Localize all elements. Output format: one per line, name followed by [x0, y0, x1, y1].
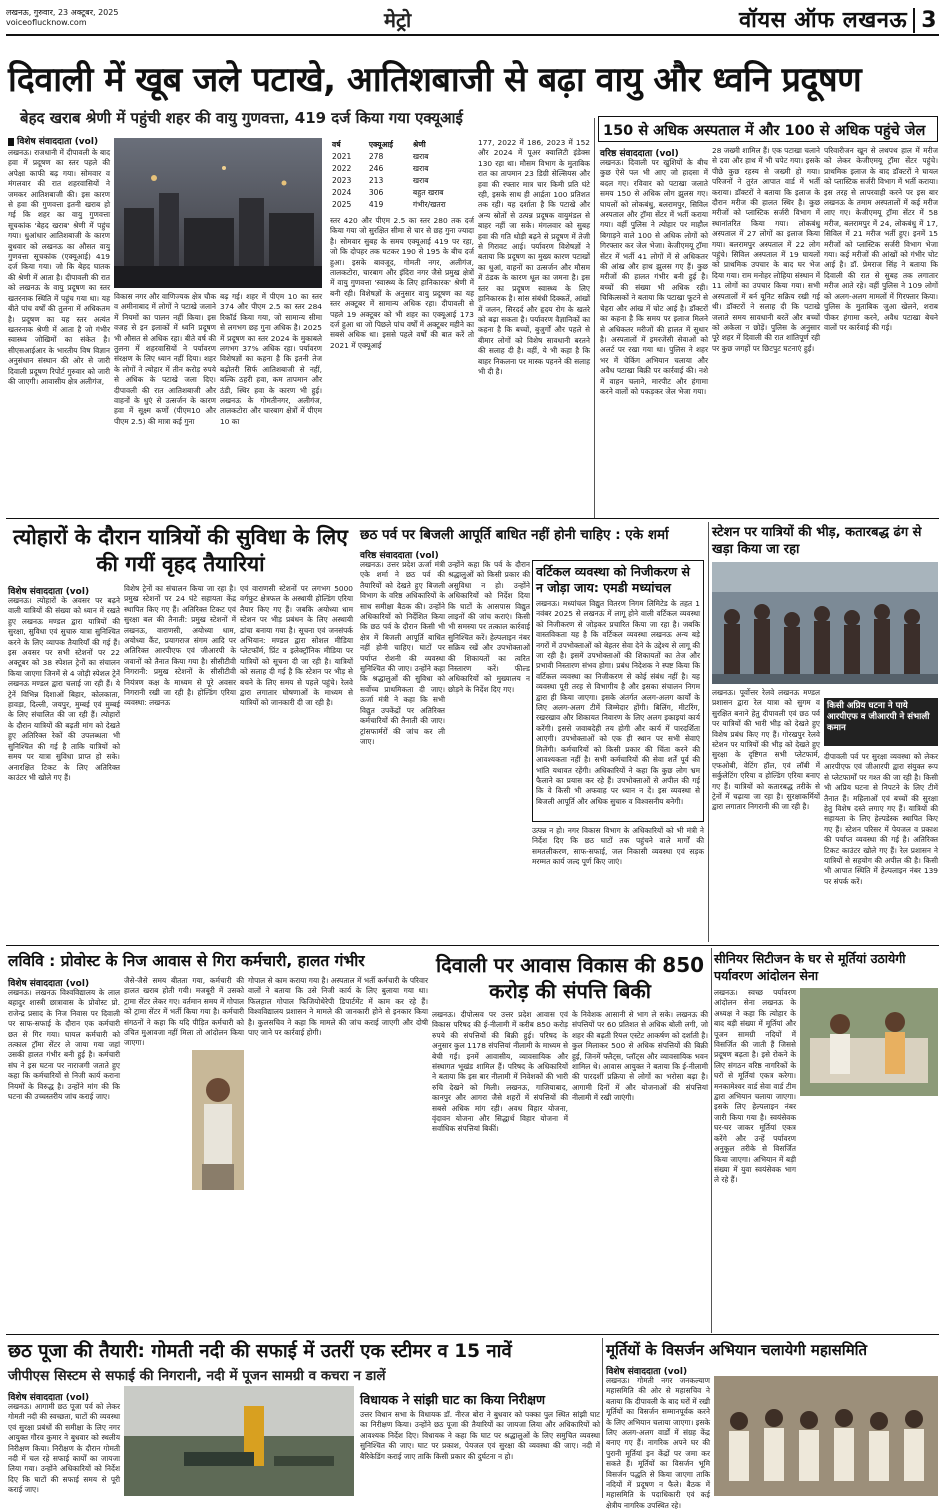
table-row: 2021 278 खराब [332, 152, 429, 161]
site-url: voiceoflucknow.com [6, 18, 87, 27]
smog-photo-image [114, 138, 322, 288]
aqi-table-header: वर्ष एक्यूआई श्रेणी [332, 140, 426, 149]
gomti-headline: छठ पूजा की तैयारी: गोमती नदी की सफाई में उतरीं एक स्टीमर व 15 नावें [8, 1341, 512, 1362]
section-rule [6, 518, 939, 519]
gomti-subhead: जीपीएस सिस्टम से सफाई की निगरानी, नदी में पूजन सामग्री व कचरा न डालें [8, 1368, 386, 1384]
lead-col3: बढ़ गई। शहर में पीएम 10 का स्तर 374 और पीएम 2.5 का स्तर 284 रिकॉर्ड किया गया, जो सामान्य सीमा से लगभग छह गुना अधिक है। 2025 में प्रदूषण का स्तर 2024 के मुकाबले लगभग 37% अधिक रहा। पर्यावरण विशेषज्ञों का कहना है कि इतनी तेज बढ़ोतरी सिर्फ आतिशबाजी से नहीं, बल्कि ठहरी हवा, कम तापमान और ठंडी, स्थिर हवा के कारण भी हुई। लखनऊ के गोमतीनगर, अलीगंज, तालकटोरा और चारबाग क्षेत्रों में पीएम 10 का [220, 292, 322, 426]
festival-headline: त्योहारों के दौरान यात्रियों की सुविधा के लिए की गयीं वृहद तैयारियां [13, 525, 348, 576]
section-name: मेट्रो [384, 8, 412, 32]
river-photo [124, 1386, 354, 1496]
gomti-col1: लखनऊ। आगामी छठ पूजा पर्व को लेकर गोमती नदी की स्वच्छता, घाटों की व्यवस्था एवं सुरक्षा प्रबंधों की समीक्षा के लिए नगर आयुक्त गौरव कुमार ने बुधवार को स्थलीय निरीक्षण किया। निरीक्षण के दौरान गोमती नदी में चल रहे सफाई कार्यों का जायजा लिया गया। उन्होंने अधिकारियों को निर्देश दिए कि घाटों की सफाई समय से पूरी कराई जाए। [8, 1402, 120, 1495]
col-divider [602, 1338, 603, 1498]
ldf-body2: के निवेशक आसानी से भाग ले सके। लखनऊ की संपत्तियों पर 60 प्रतिशत से अधिक बोली लगी, जो शहर की बढ़ती रियल एस्टेट आकर्षण को दर्शाती है। कुल मिलाकर 500 से अधिक संपत्तियों की बिक्री हुई, जिनमें फ्लैट्स, प्लॉट्स और व्यावसायिक भवन शामिल थे। आवास आयुक्त ने बताया कि ई-नीलामी की पारदर्शी प्रक्रिया से लोगों का भरोसा बढ़ा है। आगामी दिनों में और योजनाओं की संपत्तियां नीलामी में रखी जाएंगी। [572, 1010, 708, 1103]
lu-col3: गोपाल से काम कराया गया है। अस्पताल में भर्ती कर्मचारी के परिवार वालों ने बताया कि उसे निजी कार्य के लिए बुलाया गया था। फिलहाल गोपाल फिजियोथेरेपी डिपार्टमेंट में काम कर रहे हैं। विश्वविद्यालय प्रशासन ने मामले की जानकारी होने से इनकार किया है। कुलसचिव ने कहा कि मामले की जांच कराई जाएगी और दोषी पाए जाने पर कार्रवाई होगी। [248, 976, 428, 1038]
lead-byline: विशेष संवाददाता (vol) [8, 134, 98, 147]
hospital-col2: 28 जख्मी शामिल हैं। एक पटाखा चलाने से दवा और हाथ में भी चपेट गया। इसके पीछे कुछ रहस्य से जख्मी हो गया। परिजनों ने तुरंत आपात वार्ड में भर्ती कराया। डॉक्टरों ने बताया कि इलाज के दौरान मरीज की हालत स्थिर है। कुछ मरीजों को प्लास्टिक सर्जरी विभाग में स्थानांतरित किया गया। लोकबंधु अस्पताल में 27 लोगों का इलाज किया गया। बलरामपुर अस्पताल में 22 लोग पहुंचे। सिविल अस्पताल में 19 घायलों को प्राथमिक उपचार के बाद घर भेज दिया गया। राम मनोहर लोहिया संस्थान में 11 लोगों का उपचार किया गया। सभी अस्पतालों में बर्न यूनिट सक्रिय रखी गई थी। डॉक्टरों ने सलाह दी कि पटाखे जलाते समय सावधानी बरतें और बच्चों को अकेला न छोड़ें। पुलिस के अनुसार पूरे शहर में दिवाली की रात शांतिपूर्ण रही पर कुछ जगहों पर छिटपुट घटनाएं हुईं। [712, 146, 820, 353]
paper-name [739, 4, 937, 34]
col-divider [711, 948, 712, 1333]
lu-byline: विशेष संवाददाता (vol) [8, 979, 90, 989]
committee-image [714, 1376, 938, 1496]
paper-title: वॉयस ऑफ लखनऊ [738, 8, 908, 33]
col-divider [708, 522, 709, 942]
chhath-power-col2: उन्होंने कहा कि पर्व के दौरान श्रद्धालुओं को किसी प्रकार की असुविधा न हो। उन्होंने अधिकारियों को निर्देश दिया कि घाटों के आसपास विद्युत लाइनों की जांच कराएं। किसी भी समस्या पर तत्काल कार्रवाई सुनिश्चित करें। हेल्पलाइन नंबर सक्रिय रखें और उपभोक्ताओं की शिकायतों का त्वरित निस्तारण करें। फील्ड अधिकारियों को मुख्यालय न छोड़ने के निर्देश दिए गए। [448, 560, 530, 694]
lead-col2: विकास नगर और वाणिज्यक क्षेत्र चौक व अमीनाबाद में लोगों ने पटाखे जलाने में नियमों का पालन नहीं किया। इस वजह से इन इलाकों में ध्वनि प्रदूषण भी औसत से अधिक रहा। बीते वर्ष की तुलना में शहरवासियों ने पर्यावरण संरक्षण के लिए ध्यान नहीं दिया। शहर के लोगों ने त्योहार में तीन करोड़ रुपये से अधिक के पटाखे जला दिए। दीपावली की रात आतिशबाजी और वाहनों के धुएं से उत्सर्जन के कारण हवा में सूक्ष्म कणों (पीएम10 और पीएम 2.5) की मात्रा कई गुना [114, 292, 216, 426]
hospital-col3: परिवारीजन खून से लथपथ हाल में मरीज को लेकर केजीएमयू ट्रॉमा सेंटर पहुंचे। प्राथमिक इलाज के बाद डॉक्टरों ने घायल को प्लास्टिक सर्जरी विभाग में भर्ती कराया। इस तरह से लापरवाही करने पर इस बार लखनऊ के तमाम अस्पतालों में कई मरीज लाए गए। केजीएमयू ट्रॉमा सेंटर में 58 मरीज, बलरामपुर में 24, लोकबंधु में 17, सिविल में 21 मरीज भर्ती हुए। इनमें 15 मरीजों को प्लास्टिक सर्जरी विभाग भेजा गया। कई मरीजों की आंखों को गंभीर चोट आई है। डॉ. प्रेमराज सिंह ने बताया कि दिवाली की रात से सुबह तक लगातार मरीज आते रहे। वहीं पुलिस ने 109 लोगों को अलग-अलग मामलों में गिरफ्तार किया। पुलिस के मुताबिक जुआ खेलने, शराब पीकर हंगामा करने, अवैध पटाखा बेचने वालों पर कार्रवाई की गई। [824, 146, 938, 332]
station-crowd-image [712, 562, 938, 684]
senior-headline: सीनियर सिटीजन के घर से मूर्तियां उठायेगी पर्यावरण आंदोलन सेना [714, 951, 906, 983]
river-image [124, 1386, 354, 1496]
station-crowd-photo [712, 562, 938, 684]
smog-photo [114, 138, 322, 288]
lu-col1: लखनऊ। लखनऊ विश्वविद्यालय के लाल बहादुर शास्त्री छात्रावास के प्रोवोस्ट प्रो. राजेन्द्र प्रसाद के निज निवास पर दिवाली पर साफ-सफाई के दौरान एक कर्मचारी छत से गिर गया। घायल कर्मचारी को तत्काल ट्रॉमा सेंटर ले जाया गया जहां उसकी हालत गंभीर बनी हुई है। कर्मचारी संघ ने इस घटना पर नाराजगी जताते हुए कहा कि कर्मचारियों से निजी कार्य कराना नियमों के विरुद्ध है। उन्होंने मांग की कि घटना की उच्चस्तरीय जांच कराई जाए। [8, 988, 120, 1102]
lu-headline: लविवि : प्रोवोस्ट के निज आवास से गिरा कर्मचारी, हालत गंभीर [8, 952, 365, 970]
page-number: 3 [913, 8, 937, 33]
station-body2: दीपावली पर्व पर सुरक्षा व्यवस्था को लेकर आरपीएफ एवं जीआरपी द्वारा संयुक्त रूप से प्लेटफार्मों पर गश्त की जा रही है। किसी भी अप्रिय घटना से निपटने के लिए टीमें तैनात हैं। महिलाओं एवं बच्चों की सुरक्षा हेतु विशेष दस्ते लगाए गए हैं। यात्रियों की सहायता के लिए हेल्पडेस्क स्थापित किए गए हैं। स्टेशन परिसर में पेयजल व प्रकाश की पर्याप्त व्यवस्था की गई है। अतिरिक्त टिकट काउंटर खोले गए हैं। रेल प्रशासन ने यात्रियों से सहयोग की अपील की है। किसी भी आपात स्थिति में हेल्पलाइन नंबर 139 पर संपर्क करें। [824, 752, 938, 886]
masthead-rule [6, 34, 939, 36]
senior-body: लखनऊ। स्वच्छ पर्यावरण आंदोलन सेना लखनऊ के अध्यक्ष ने कहा कि त्योहार के बाद बड़ी संख्या में मूर्तियां और पूजन सामग्री नदियों में विसर्जित की जाती हैं जिससे प्रदूषण बढ़ता है। इसे रोकने के लिए संगठन वरिष्ठ नागरिकों के घरों से मूर्तियां एकत्र करेगा। मनकामेश्वर वार्ड सेवा वार्ड टीम द्वारा अभियान चलाया जाएगा। इसके लिए हेल्पलाइन नंबर जारी किया गया है। स्वयंसेवक घर-घर जाकर मूर्तियां एकत्र करेंगे और उन्हें पर्यावरण अनुकूल तरीके से विसर्जित किया जाएगा। अभियान में बड़ी संख्या में युवा स्वयंसेवक भाग ले रहे हैं। [714, 988, 796, 1185]
festival-col2: विशेष ट्रेनों का संचालन किया जा रहा है। प्रमुख स्टेशनों पर 24 घंटे सहायता केंद्र स्थापित किए गए हैं। अतिरिक्त टिकट एवं सुरक्षा बल की तैनाती: प्रमुख स्टेशनों में लखनऊ, वाराणसी, अयोध्या धाम, अयोध्या कैंट, प्रयागराज संगम आदि पर अतिरिक्त आरपीएफ एवं जीआरपी के जवानों को तैनात किया गया है। सीसीटीवी निगरानी: प्रमुख स्टेशनों के सीसीटीवी नियंत्रण कक्ष के माध्यम से पूरे अवसर निगरानी रखी जा रही है। होल्डिंग एरिया व्यवस्था: लखनऊ [124, 584, 236, 708]
senior-photo [800, 988, 938, 1096]
committee-photo [714, 1376, 938, 1496]
gomti-byline: विशेष संवाददाता (vol) [8, 1393, 90, 1403]
table-row: 2022 246 खराब [332, 164, 429, 173]
station-callout: किसी अप्रिय घटना ने पाये आरपीएफ व जीआरपी ने संभाली कमान [824, 698, 938, 746]
lead-col5: 177, 2022 में 186, 2023 में 152 और 2024 में पूअर क्वालिटी इंडेक्स 130 रहा था। मौसम विभाग के मुताबिक रात का तापमान 23 डिग्री सेल्सियस और हवा की रफ्तार मात्र चार किमी प्रति घंटे रही, इसके साथ ही आर्द्रता 100 प्रतिशत तक रही। यह दर्शाता है कि पटाखे और अन्य स्रोतों से उत्पन्न प्रदूषक वायुमंडल से बाहर नहीं जा सके। मंगलवार को सुबह हवा की गति थोड़ी बढ़ने से प्रदूषण में तेजी से गिरावट आई। पर्यावरण विशेषज्ञों ने बताया कि प्रदूषण का मुख्य कारण पटाखों का धुआं, वाहनों का उत्सर्जन और मौसम में ठंडक के कारण धूल का जमना है। इस स्तर का प्रदूषण स्वास्थ्य के लिए हानिकारक है। सांस संबंधी दिक्कतें, आंखों में जलन, सिरदर्द और हृदय रोग के खतरे को बढ़ा सकता है। पर्यावरण वैज्ञानिकों का कहना है कि बच्चों, बुजुर्गों और पहले से बीमार लोगों को विशेष सावधानी बरतने की सलाह दी है। वहीं, ये भी कहा है कि बाहर निकलना पर मास्क पहनने की सलाह भी दी है। [478, 138, 590, 376]
date-line: लखनऊ, गुरुवार, 23 अक्टूबर, 2025 [6, 8, 119, 17]
inspection-headline: विधायक ने सांझी घाट का किया निरीक्षण [360, 1392, 545, 1407]
festival-col1: लखनऊ। त्योहारों के अवसर पर बढ़ने वाली यात्रियों की संख्या को ध्यान में रखते हुए लखनऊ मण्डल द्वारा यात्रियों की सुरक्षा, सुविधा एवं सुचारु यात्रा सुनिश्चित करने के लिए व्यापक तैयारियाँ की गई हैं। इस अवसर पर सभी स्टेशनों पर 22 अक्टूबर को 38 स्पेशल ट्रेनों का संचालन किया जाएगा जिनमें से 4 जोड़ी स्पेशल ट्रेनें लखनऊ मण्डल द्वारा चलाई जा रही हैं। ये ट्रेनें विभिन्न दिशाओं बिहार, कोलकाता, हावड़ा, दिल्ली, जयपुर, मुम्बई एवं मुम्बई के लिए संचालित की जा रही हैं। त्योहारों के दौरान यात्रियों की बढ़ती मांग को देखते हुए अतिरिक्त रेकों की उपलब्धता भी सुनिश्चित की गई है ताकि यात्रियों को समय पर यात्रा सुविधा प्राप्त हो सके। अनारक्षित टिकट के लिए अतिरिक्त काउंटर भी खोले गए हैं। [8, 596, 120, 782]
lead-subhead: बेहद खराब श्रेणी में पहुंची शहर की वायु गुणवत्ता, 419 दर्ज किया गया एक्यूआई [20, 109, 463, 127]
immersion-body: लखनऊ। गोमती नगर जनकल्याण महासमिति की ओर से महासचिव ने बताया कि दीपावली के बाद घरों में रखी मूर्तियों का विसर्जन सम्मानपूर्वक करने के लिए अभियान चलाया जाएगा। इसके लिए अलग-अलग वार्डों में संग्रह केंद्र बनाए गए हैं। नागरिक अपने घर की पुरानी मूर्तियां इन केंद्रों पर जमा कर सकते हैं। मूर्तियों का विसर्जन भूमि विसर्जन पद्धति से किया जाएगा ताकि नदियों में प्रदूषण न फैले। बैठक में महासमिति के पदाधिकारी एवं कई क्षेत्रीय नागरिक उपस्थित रहे। [606, 1376, 711, 1510]
section-rule [6, 1334, 939, 1335]
table-row: 2024 306 बहुत खराब [332, 188, 444, 197]
ldf-headline: दिवाली पर आवास विकास की 850 करोड़ की संपत्ति बिकी [435, 953, 705, 1003]
aqi-table [330, 138, 470, 212]
station-headline: स्टेशन पर यात्रियों की भीड़, कतारबद्ध ढंग से खड़ा किया जा रहा [712, 525, 922, 557]
hospital-byline: वरिष्ठ संवाददाता (vol) [600, 149, 679, 159]
worker-photo [192, 1050, 244, 1190]
byline-marker-icon [8, 138, 14, 146]
inspection-body: उत्तर विधान सभा के विधायक डॉ. नीरज बोरा ने बुधवार को पक्का पुल स्थित सांझी घाट का निरीक्षण किया। उन्होंने छठ पूजा की तैयारियों का जायजा लिया और अधिकारियों को आवश्यक निर्देश दिए। विधायक ने कहा कि घाट पर श्रद्धालुओं के लिए समुचित व्यवस्था सुनिश्चित की जाए। घाट पर प्रकाश, पेयजल एवं सुरक्षा की व्यवस्था की जाए। नदी में बैरिकेडिंग कराई जाए ताकि किसी प्रकार की दुर्घटना न हो। [360, 1410, 600, 1461]
lead-col4: स्तर 420 और पीएम 2.5 का स्तर 280 तक दर्ज किया गया जो सुरक्षित सीमा से चार से छह गुना ज्यादा है। सोमवार सुबह के समय एक्यूआई 419 पर रहा, जो कि दोपहर तक घटकर 190 से 195 के बीच दर्ज हुआ। इसके बावजूद, गोमती नगर, अलीगंज, तालकटोरा, चारबाग और इंदिरा नगर जैसे प्रमुख क्षेत्रों में वायु गुणवत्ता 'स्वास्थ्य के लिए हानिकारक' श्रेणी में बनी रही। विशेषज्ञों के अनुसार वायु प्रदूषण का यह स्तर अक्टूबर में सामान्य अधिक रहा। दीपावली से पहले 19 अक्टूबर को भी शहर का एक्यूआई 173 दर्ज हुआ था जो पिछले पांच वर्षों में अक्टूबर महीने का सबसे अधिक था। इससे पहले वर्षों की बात करें तो 2021 में एक्यूआई [330, 216, 474, 350]
immersion-byline: विशेष संवाददाता (vol) [606, 1367, 688, 1377]
festival-col3: एवं वाराणसी स्टेशनों पर लगभग 5000 वर्गफुट क्षेत्रफल के अस्थायी होल्डिंग एरिया तैयार किए गए हैं। जबकि अयोध्या धाम स्टेशन पर भीड़ प्रबंधन के लिए अस्थायी ढांचा बनाया गया है। सूचना एवं जनसंपर्क अभियान: मण्डल द्वारा सोशल मीडिया प्लेटफॉर्म, प्रिंट व इलेक्ट्रॉनिक मीडिया पर यात्रियों को सूचना दी जा रही है। यात्रियों को सलाह दी गई है कि स्टेशन पर भीड़ से बचने के लिए समय से पहले पहुंचे। रेलवे द्वारा लगातार घोषणाओं के माध्यम से यात्रियों को जानकारी दी जा रही है। [240, 584, 353, 708]
privatization-box [532, 560, 704, 822]
col-divider [594, 118, 595, 518]
lu-col2b [124, 1050, 188, 1330]
table-row: 2023 213 खराब [332, 176, 429, 185]
chhath-power-byline: वरिष्ठ संवाददाता (vol) [360, 551, 439, 561]
lu-col2: जैसे-जैसे समय बीतता गया, कर्मचारी की हालत खराब होती गयी। मजबूरी में उसको ट्रामा सेंटर लेकर गए। वर्तमान समय में गोपाल को ट्रामा सेंटर में भर्ती किया गया है। कर्मचारी संगठनों ने कहा कि यदि पीड़ित कर्मचारी को उचित मुआवजा नहीं मिला तो आंदोलन किया जाएगा। [124, 976, 244, 1048]
lead-col1: लखनऊ। राजधानी में दीपावली के बाद हवा में प्रदूषण का स्तर पहले की अपेक्षा काफी बढ़ गया। सोमवार व मंगलवार की रात शहरवासियों ने जमकर आतिशबाजी की। इस कारण से हवा की गुणवत्ता इतनी खराब हो गई कि शहर का वायु गुणवत्ता सूचकांक 'बेहद खराब' श्रेणी में पहुंच गया। धुआंधार आतिशबाजी के कारण बुधवार को लखनऊ का औसत वायु गुणवत्ता सूचकांक (एक्यूआई) 419 दर्ज किया गया। जो कि बेहद घातक की श्रेणी में आता है। दीपावली की रात को लखनऊ के वायु प्रदूषण का स्तर खतरनाक स्थिति में पहुंच गया था। यह बीते पांच वर्षों की तुलना में अधिकतम है। प्रदूषण का यह स्तर अत्यंत खतरनाक श्रेणी में आता है जो गंभीर स्वास्थ्य जोखिमों का संकेत है। सीएसआईआर के भारतीय विष विज्ञान अनुसंधान संस्थान की ओर से जारी दिवाली प्रदूषण रिपोर्ट गुरुवार को जारी की जाएगी। आवासीय क्षेत्र अलीगंज, [8, 148, 110, 386]
masthead-date [6, 8, 118, 28]
table-row: 2025 419 गंभीर/खतरा [332, 200, 446, 209]
station-body: लखनऊ। पूर्वोत्तर रेलवे लखनऊ मण्डल प्रशासन द्वारा रेल यात्रा को सुगम व सुरक्षित बनाने हेतु दीपावली एवं छठ पर्व पर यात्रियों की भारी भीड़ को देखते हुए विशेष प्रबंध किए गए हैं। गोरखपुर रेलवे स्टेशन पर यात्रियों की भीड़ को देखते हुए सुरक्षा के दृष्टिगत सभी प्लेटफार्म, एफओबी, वेटिंग हॉल, एवं लॉबी में सर्कुलेटिंग एरिया व होल्डिंग एरिया बनाए गए हैं। यात्रियों को कतारबद्ध तरीके से ट्रेनों में चढ़ाया जा रहा है। सुरक्षाकर्मियों द्वारा लगातार निगरानी की जा रही है। [712, 688, 820, 812]
section-rule [6, 945, 939, 946]
senior-image [800, 988, 938, 1096]
chhath-power-col1: लखनऊ। उत्तर प्रदेश ऊर्जा मंत्री एके शर्मा ने छठ पर्व की तैयारियों को देखते हुए बिजली विभाग के वरिष्ठ अधिकारियों के साथ समीक्षा बैठक की। उन्होंने अधिकारियों को निर्देशित किया कि छठ पर्व के दौरान किसी भी क्षेत्र में बिजली आपूर्ति बाधित नहीं होनी चाहिए। घाटों पर पर्याप्त रोशनी की व्यवस्था सुनिश्चित की जाए। उन्होंने कहा कि श्रद्धालुओं की सुविधा को सर्वोच्च प्राथमिकता दी जाए। ऊर्जा मंत्री ने कहा कि सभी विद्युत उपकेंद्रों पर अतिरिक्त कर्मचारियों की तैनाती की जाए। ट्रांसफार्मरों की जांच कर ली जाए। [360, 560, 445, 746]
privatization-tail: उत्पन्न न हो। नगर विकास विभाग के अधिकारियों को भी मंत्री ने निर्देश दिए कि छठ घाटों तक पहुंचने वाले मार्गों की समतलीकरण, साफ-सफाई, जल निकासी व्यवस्था एवं सड़क मरम्मत कार्य जल्द पूर्ण किए जाएं। [532, 826, 704, 867]
ldf-body: लखनऊ। दीपोत्सव पर उत्तर प्रदेश आवास एवं विकास परिषद की ई-नीलामी में करीब 850 करोड़ रुपये की संपत्तियों की बिक्री हुई। परिषद के अनुसार कुल 1178 संपत्तियां नीलामी के माध्यम से बेची गईं। इनमें आवासीय, व्यावसायिक और संस्थागत भूखंड शामिल हैं। परिषद के अधिकारियों ने बताया कि इस बार नीलामी में निवेशकों की भारी रुचि देखने को मिली। लखनऊ, गाजियाबाद, कानपुर और आगरा जैसे शहरों में संपत्तियों की सबसे अधिक मांग रही। अवध विहार योजना, वृंदावन योजना और सिद्धार्थ विहार योजना में सर्वाधिक संपत्तियां बिकीं। [432, 1010, 568, 1134]
lead-headline: दिवाली में खूब जले पटाखे, आतिशबाजी से बढ़ा वायु और ध्वनि प्रदूषण [8, 60, 862, 100]
chhath-power-headline: छठ पर्व पर बिजली आपूर्ति बाधित नहीं होनी चाहिए : एके शर्मा [360, 527, 669, 543]
festival-byline: विशेष संवाददाता (vol) [8, 587, 90, 597]
hospital-headline: 150 से अधिक अस्पताल में और 100 से अधिक पहुंचे जेल [598, 116, 938, 142]
worker-image [192, 1050, 244, 1190]
privatization-body: लखनऊ। मध्यांचल विद्युत वितरण निगम लिमिटेड के तहत 1 नवंबर 2025 से लखनऊ में लागू होने वाली वर्टिकल व्यवस्था को निजीकरण से जोड़कर प्रचारित किया जा रहा है। जबकि वास्तविकता यह है कि वर्टिकल व्यवस्था लखनऊ अन्य बड़े नगरों में उपभोक्ताओं को बेहतर सेवा देने के उद्देश्य से लागू की जा रही है। इसमें उपभोक्ताओं की शिकायतों का तेज और प्रभावी निस्तारण संभव होगा। प्रबंध निदेशक ने स्पष्ट किया कि वर्टिकल व्यवस्था का निजीकरण से कोई संबंध नहीं है। यह व्यवस्था पूरी तरह से विभागीय है और इसका संचालन निगम द्वारा ही किया जाएगा। इसके अंतर्गत अलग-अलग कार्यों के लिए अलग-अलग टीमें जिम्मेदार होंगी। बिलिंग, मीटरिंग, रखरखाव और शिकायत निवारण के लिए अलग इकाइयां कार्य करेंगी। इससे जवाबदेही तय होगी और कार्य में पारदर्शिता आएगी। उपभोक्ताओं को एक ही स्थान पर सभी सेवाएं मिलेंगी। कर्मचारियों को किसी प्रकार की चिंता करने की आवश्यकता नहीं है। सभी कर्मचारियों की सेवा शर्तें पूर्व की भांति यथावत रहेंगी। अधिकारियों ने कहा कि कुछ लोग भ्रम फैलाने का प्रयास कर रहे हैं। उपभोक्ताओं से अपील की गई कि वे किसी भी अफवाह पर ध्यान न दें। इस व्यवस्था से बिजली आपूर्ति और अधिक सुचारु व विश्वसनीय बनेगी। [536, 599, 700, 806]
privatization-headline: वर्टिकल व्यवस्था को निजीकरण से न जोड़ा जाय: एमडी मध्यांचल [536, 564, 691, 595]
hospital-col1: लखनऊ। दिवाली पर खुशियों के बीच कुछ ऐसे पल भी आए जो हादसा में बदल गए। रविवार को पटाखा जलाते समय 150 से अधिक लोग झुलस गए। घायलों को लोकबंधु, बलरामपुर, सिविल अस्पताल और ट्रॉमा सेंटर में भर्ती कराया गया। वहीं पुलिस ने त्योहार पर माहौल बिगाड़ने वाले 100 से अधिक लोगों को गिरफ्तार कर जेल भेजा। केजीएमयू ट्रॉमा सेंटर में भर्ती 41 लोगों में से अधिकतर की आंख और हाथ झुलस गए हैं। कुछ मरीजों की हालत गंभीर बनी हुई है। बच्चों की संख्या भी अधिक रही। चिकित्सकों ने बताया कि पटाखा फूटने से चेहरा और आंख में चोट आई है। डॉक्टरों का कहना है कि समय पर इलाज मिलने से अधिकतर मरीजों की हालत में सुधार है। अस्पतालों में इमरजेंसी सेवाओं को अलर्ट पर रखा गया था। पुलिस ने शहर भर में चेकिंग अभियान चलाया और अवैध पटाखा बिक्री पर कार्रवाई की। नशे में वाहन चलाने, मारपीट और हंगामा करने वालों को पकड़कर जेल भेजा गया। [600, 158, 708, 396]
immersion-headline: मूर्तियों के विसर्जन अभियान चलायेगी महासमिति [606, 1341, 868, 1359]
